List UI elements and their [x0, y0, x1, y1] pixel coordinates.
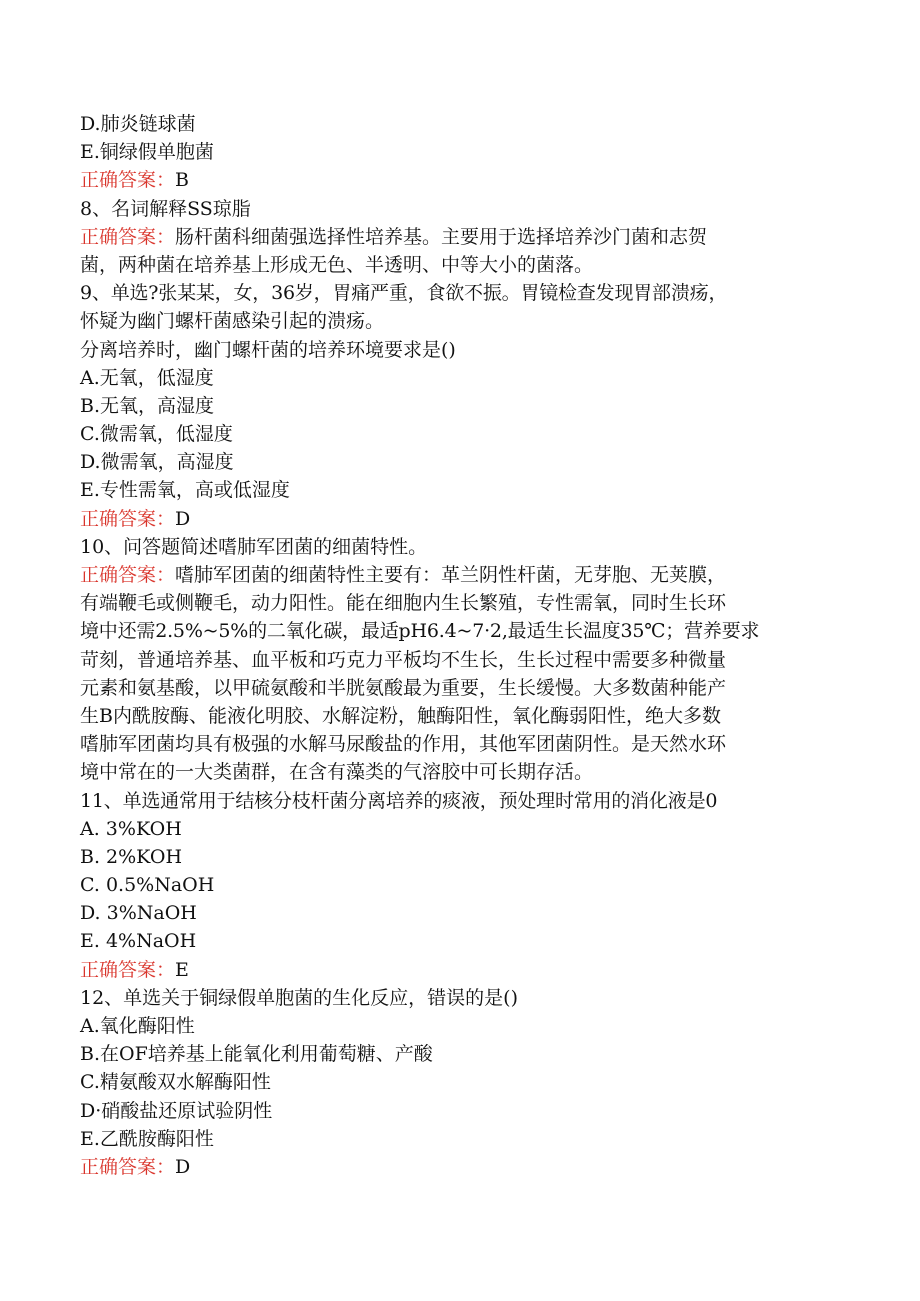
q9-stem-line: 分离培养时，幽门螺杆菌的培养环境要求是()	[80, 338, 456, 361]
q10-answer-line: 嗜肺军团菌均具有极强的水解马尿酸盐的作用，其他军团菌阴性。是天然水环	[80, 733, 727, 756]
q10-title: 10、问答题简述嗜肺军团菌的细菌特性。	[80, 535, 428, 558]
q7-answer-row	[80, 166, 840, 194]
q9-answer: D	[175, 507, 191, 530]
q7-answer: B	[175, 169, 189, 192]
document-page	[80, 110, 840, 1181]
q7-option-e: E.铜绿假单胞菌	[80, 141, 214, 164]
q9-stem-line: 怀疑为幽门螺杆菌感染引起的溃疡。	[80, 310, 385, 333]
q10-answer-line: 嗜肺军团菌的细菌特性主要有：革兰阴性杆菌，无芽胞、无荚膜，	[175, 564, 727, 586]
q11-answer-row	[80, 956, 840, 984]
q8-answer-line: 菌，两种菌在培养基上形成无色、半透明、中等大小的菌落。	[80, 253, 594, 276]
q9-answer-row	[80, 505, 840, 533]
answer-label: 正确答案：	[80, 507, 176, 530]
q12-option-a: A.氧化酶阳性	[80, 1015, 195, 1037]
q10-answer-line: 生B内酰胺酶、能液化明胶、水解淀粉，触酶阳性，氧化酶弱阳性，绝大多数	[80, 704, 721, 727]
q11-answer: E	[175, 958, 189, 981]
q12-option-b: B.在OF培养基上能氧化利用葡萄糖、产酸	[80, 1043, 433, 1066]
q9-option-d: D.微需氧，高湿度	[80, 451, 234, 474]
q9-option-c: C.微需氧，低湿度	[80, 423, 233, 446]
q11-option-e: E. 4%NaOH	[80, 930, 197, 953]
q11-title: 11、单选通常用于结核分枝杆菌分离培养的痰液，预处理时常用的消化液是0	[80, 789, 718, 812]
q9-option-b: B.无氧，高湿度	[80, 394, 215, 417]
answer-label: 正确答案：	[80, 169, 176, 192]
q10-answer-line: 元素和氨基酸，以甲硫氨酸和半胱氨酸最为重要，生长缓慢。大多数菌种能产	[80, 676, 727, 699]
answer-label: 正确答案：	[80, 1155, 176, 1178]
q10-answer-row	[80, 561, 840, 589]
q11-option-a: A. 3%KOH	[80, 817, 182, 840]
answer-label: 正确答案：	[80, 564, 176, 586]
q11-option-d: D. 3%NaOH	[80, 902, 197, 925]
answer-label: 正确答案：	[80, 958, 176, 981]
q8-answer-row	[80, 223, 840, 251]
q9-option-a: A.无氧，低湿度	[80, 366, 214, 389]
q12-option-d: D·硝酸盐还原试验阴性	[80, 1099, 273, 1122]
q9-option-e: E.专性需氧，高或低湿度	[80, 479, 290, 502]
q12-title: 12、单选关于铜绿假单胞菌的生化反应，错误的是()	[80, 986, 519, 1009]
q12-option-c: C.精氨酸双水解酶阳性	[80, 1071, 271, 1094]
q9-stem-line: 9、单选?张某某，女，36岁，胃痛严重，食欲不振。胃镜检查发现胃部溃疡，	[80, 282, 728, 305]
q12-answer: D	[175, 1155, 191, 1178]
q10-answer-line: 境中常在的一大类菌群，在含有藻类的气溶胶中可长期存活。	[80, 761, 594, 784]
answer-label: 正确答案：	[80, 225, 176, 248]
q10-answer-line: 境中还需2.5%~5%的二氧化碳，最适pH6.4~7·2,最适生长温度35℃；营养要求	[80, 620, 760, 643]
q8-answer-line: 肠杆菌科细菌强选择性培养基。主要用于选择培养沙门菌和志贺	[175, 225, 708, 248]
q10-answer-line: 苛刻，普通培养基、血平板和巧克力平板均不生长，生长过程中需要多种微量	[80, 648, 727, 671]
q10-answer-line: 有端鞭毛或侧鞭毛，动力阳性。能在细胞内生长繁殖，专性需氧，同时生长环	[80, 592, 727, 615]
q11-option-b: B. 2%KOH	[80, 845, 183, 868]
q8-title: 8、名词解释SS琼脂	[80, 197, 251, 220]
q11-option-c: C. 0.5%NaOH	[80, 874, 215, 897]
q7-option-d: D.肺炎链球菌	[80, 113, 196, 135]
q12-option-e: E.乙酰胺酶阳性	[80, 1127, 214, 1150]
q12-answer-row	[80, 1153, 840, 1181]
